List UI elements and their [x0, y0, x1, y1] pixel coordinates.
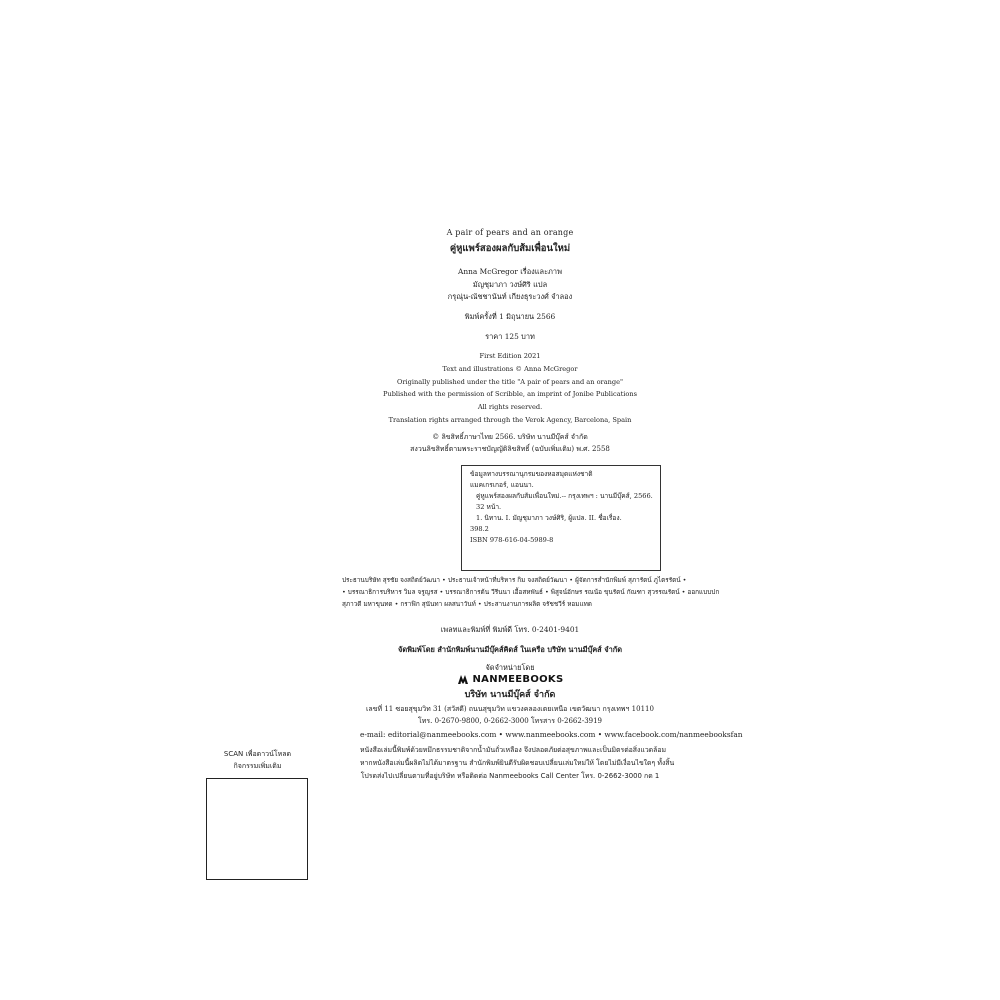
staff-line: • บรรณาธิการบริหาร วิมล จรูญรส • บรรณาธิการต้น วีรีนนา เอื้อสหพันธ์ • พิสูจน์อักษร รณน้อ ขุนรัตน์ กัณฑา สุวรรณรัตน์ • ออกแบบปก	[342, 588, 720, 597]
rights-en-block	[360, 350, 660, 427]
nanmee-logo-icon	[457, 674, 469, 685]
distributor-label: จัดจำหน่ายโดย	[485, 663, 535, 672]
company-name: บริษัท นานมีบุ๊คส์ จำกัด	[464, 690, 556, 700]
book-title-th: คู่หูแพร์สองผลกับส้มเพื่อนใหม่	[449, 243, 571, 254]
cip-line: คู่หูแพร์สองผลกับส้มเพื่อนใหม่.-- กรุงเทพฯ : นานมีบุ๊คส์, 2566.	[476, 492, 653, 500]
cip-box	[461, 465, 661, 571]
printing-edition: พิมพ์ครั้งที่ 1 มิถุนายน 2566	[464, 312, 556, 321]
rights-line: First Edition 2021	[479, 352, 541, 360]
address-block	[360, 703, 660, 728]
staff-credits	[342, 574, 720, 611]
rights-line: Originally published under the title "A pair of pears and an orange"	[396, 377, 624, 386]
rights-line: Translation rights arranged through the Verok Agency, Barcelona, Spain	[388, 415, 632, 424]
publisher-info: จัดพิมพ์โดย สำนักพิมพ์นานมีบุ๊คส์คิดส์ ในเครือ บริษัท นานมีบุ๊คส์ จำกัด	[397, 645, 622, 654]
copyright-line: สงวนลิขสิทธิ์ตามพระราชบัญญัติลิขสิทธิ์ (ฉบับเพิ่มเติม) พ.ศ. 2558	[410, 444, 610, 453]
address-line: เลขที่ 11 ซอยสุขุมวิท 31 (สวัสดี) ถนนสุขุมวิท แขวงคลองเตยเหนือ เขตวัฒนา กรุงเทพฯ 10110	[366, 705, 654, 713]
cip-isbn: ISBN 978-616-04-5989-8	[470, 536, 554, 544]
scan-caption-line1: SCAN เพื่อดาวน์โหลด	[223, 750, 292, 758]
copyright-line: © ลิขสิทธิ์ภาษาไทย 2566. บริษัท นานมีบุ๊คส์ จำกัด	[432, 433, 588, 441]
scan-caption-line2: กิจกรรมเพิ่มเติม	[233, 761, 282, 770]
price: ราคา 125 บาท	[485, 332, 535, 341]
printer-info: เพลทและพิมพ์ที่ พิมพ์ดี โทร. 0-2401-9401	[440, 625, 580, 634]
book-title-en: A pair of pears and an orange	[446, 228, 574, 237]
staff-line: ประธานบริษัท สุรชัย จงสถิตย์วัฒนา • ประธานเจ้าหน้าที่บริหาร กิม จงสถิตย์วัฒนา • ผู้จัดการสำนักพิมพ์ สุภารัตน์ ภูไตรรัตน์ •	[342, 576, 687, 584]
cip-line: 1. นิทาน. I. มัญชุมาภา วงษ์ศิริ, ผู้แปล. II. ชื่อเรื่อง.	[476, 514, 622, 522]
scan-caption	[206, 749, 309, 772]
cip-line: 398.2	[470, 525, 489, 533]
staff-line: สุภาวดี มหาขุนทด • กราฟิก สุนันทา ผลสนาวันท์ • ประสานงานการผลิต จรัชชวีร์ หอมแทด	[342, 600, 592, 609]
logo-wordmark: NANMEEBOOKS	[472, 674, 564, 685]
contact-line: e-mail: editorial@nanmeebooks.com • www.nanmeebooks.com • www.facebook.com/nanmeebooksfan	[360, 730, 743, 739]
notice-line: โปรดส่งไปเปลี่ยนตามที่อยู่บริษัท หรือติดต่อ Nanmeebooks Call Center โทร. 0-2662-3000 กด 1	[360, 772, 660, 780]
phone-line: โทร. 0-2670-9800, 0-2662-3000 โทรสาร 0-2662-3919	[417, 717, 603, 726]
credit-author: Anna McGregor เรื่องและภาพ	[458, 267, 562, 276]
rights-line: Text and illustrations © Anna McGregor	[442, 364, 578, 373]
notice-line: หากหนังสือเล่มนี้ผลิตไม่ได้มาตรฐาน สำนักพิมพ์ยินดีรับผิดชอบเปลี่ยนเล่มใหม่ให้ โดยไม่มีเงื่อนไขใดๆ ทั้งสิ้น	[360, 759, 675, 767]
cip-line: 32 หน้า.	[476, 503, 502, 511]
rights-line: Published with the permission of Scribble, an imprint of Jonibe Publications	[383, 390, 637, 399]
cip-header: ข้อมูลทางบรรณานุกรมของหอสมุดแห่งชาติ	[470, 470, 593, 478]
credits-block	[360, 266, 660, 304]
cip-line: แมคเกรเกอร์, แอนนา.	[470, 481, 534, 489]
notice-block	[360, 744, 675, 783]
copyright-th-block	[360, 432, 660, 455]
notice-line: หนังสือเล่มนี้พิมพ์ด้วยหมึกธรรมชาติจากน้ำมันถั่วเหลือง จึงปลอดภัยต่อสุขภาพและเป็นมิตรต่อสิ่งแวดล้อม	[360, 746, 667, 754]
credit-illustrator: กรุณุ่น-ณัชชานันท์ เกียงธุระวงศ์ จำลอง	[447, 292, 573, 301]
rights-line: All rights reserved.	[477, 403, 543, 412]
qr-code-box[interactable]	[206, 778, 308, 880]
credit-translator: มัญชุมาภา วงษ์ศิริ แปล	[472, 279, 548, 289]
publisher-logo	[360, 674, 660, 685]
